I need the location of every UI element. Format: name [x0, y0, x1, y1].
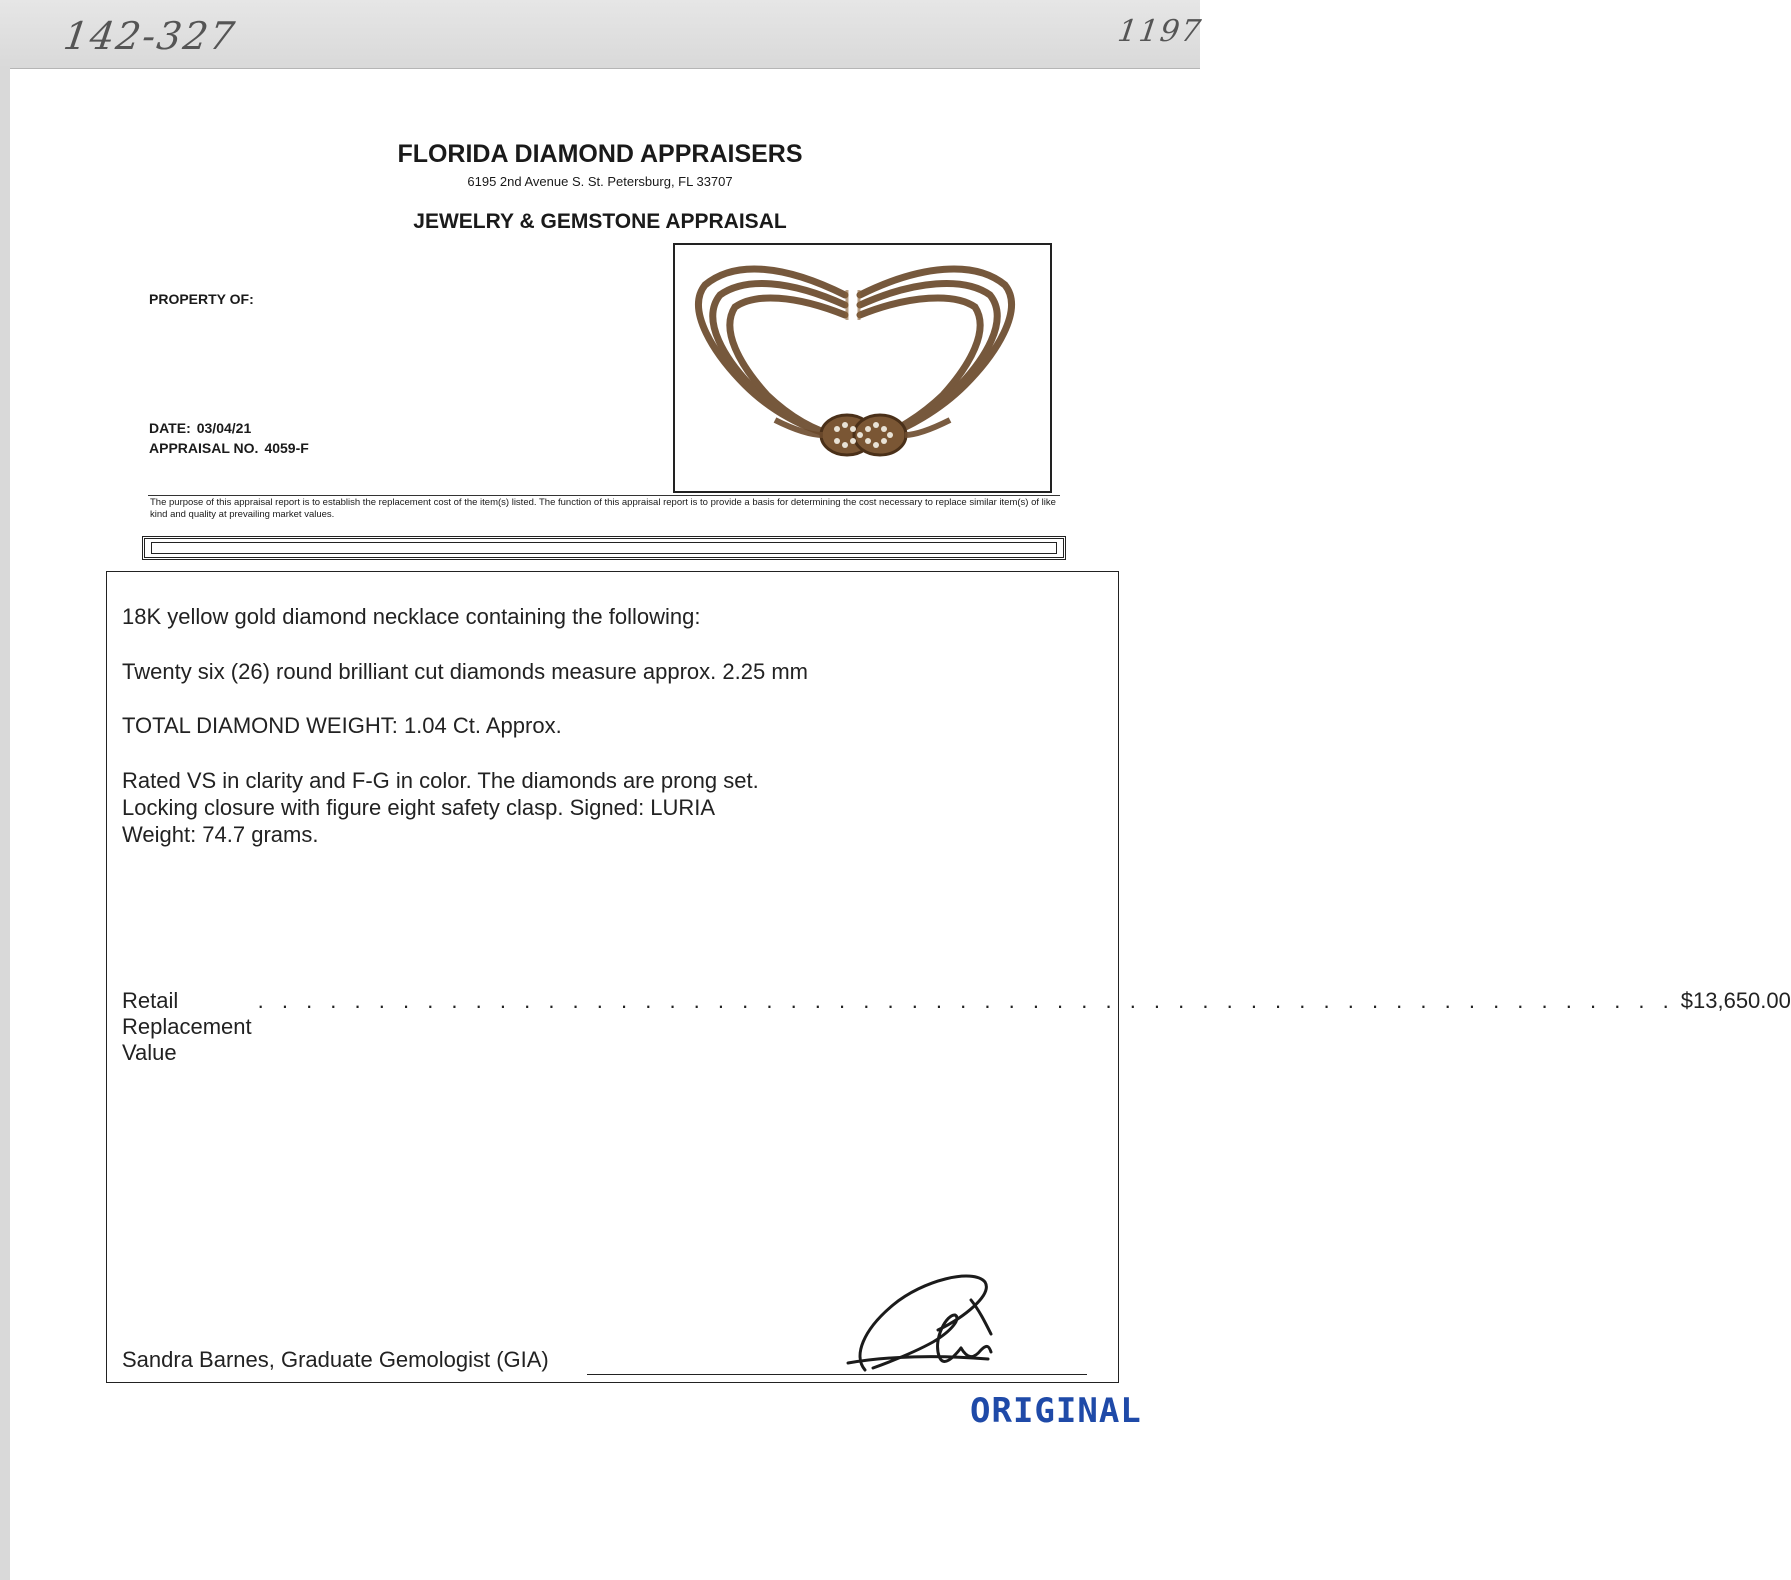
handwritten-number: 142-327 — [60, 14, 239, 58]
divider-box — [142, 536, 1066, 560]
description-line-5: Locking closure with figure eight safety clasp. Signed: LURIA — [122, 795, 716, 820]
replacement-value-row — [122, 988, 1791, 1066]
description-line-4: Rated VS in clarity and F-G in color. The diamonds are prong set. — [122, 768, 759, 793]
replacement-value-amount: $13,650.00 — [1680, 988, 1791, 1013]
signature-icon — [843, 1260, 1013, 1385]
description-line-6: Weight: 74.7 grams. — [122, 822, 319, 847]
divider-box-inner — [151, 542, 1057, 554]
date-label: DATE: — [149, 420, 191, 436]
necklace-icon — [675, 245, 1050, 491]
description-line-1: 18K yellow gold diamond necklace containing the following: — [122, 604, 701, 629]
leader-dots: . . . . . . . . . . . . . . . . . . . . . . . . . . . . . . . . . . . . . . . . . . . . . . . . . . . . . . . . . . . — [257, 988, 1675, 1013]
necklace-photo — [673, 243, 1052, 493]
appraisal-number-value: 4059-F — [264, 440, 309, 456]
date-field — [149, 420, 251, 436]
handwritten-code: 1197 — [1115, 14, 1205, 49]
disclaimer-text: The purpose of this appraisal report is to establish the replacement cost of the item(s) listed. The function of this appraisal report is to provide a basis for determining the cost necessary to replace similar item(s) of like kind and quality at prevailing market values. — [150, 497, 1056, 520]
date-value: 03/04/21 — [196, 420, 252, 436]
document-title: JEWELRY & GEMSTONE APPRAISAL — [413, 210, 787, 233]
disclaimer-rule — [148, 495, 1060, 496]
appraisal-number-field — [149, 440, 309, 456]
scan-left-edge — [0, 68, 10, 1580]
property-of-label: PROPERTY OF: — [149, 291, 254, 307]
appraisal-number-label: APPRAISAL NO. — [149, 440, 259, 456]
replacement-value-label: Retail Replacement Value — [122, 988, 252, 1065]
company-name: FLORIDA DIAMOND APPRAISERS — [397, 140, 803, 168]
signatory-name: Sandra Barnes, Graduate Gemologist (GIA) — [122, 1347, 549, 1372]
company-address: 6195 2nd Avenue S. St. Petersburg, FL 33707 — [467, 174, 733, 189]
original-stamp: ORIGINAL — [970, 1391, 1142, 1431]
description-line-3: TOTAL DIAMOND WEIGHT: 1.04 Ct. Approx. — [122, 713, 562, 738]
description-line-2: Twenty six (26) round brilliant cut diamonds measure approx. 2.25 mm — [122, 659, 808, 684]
